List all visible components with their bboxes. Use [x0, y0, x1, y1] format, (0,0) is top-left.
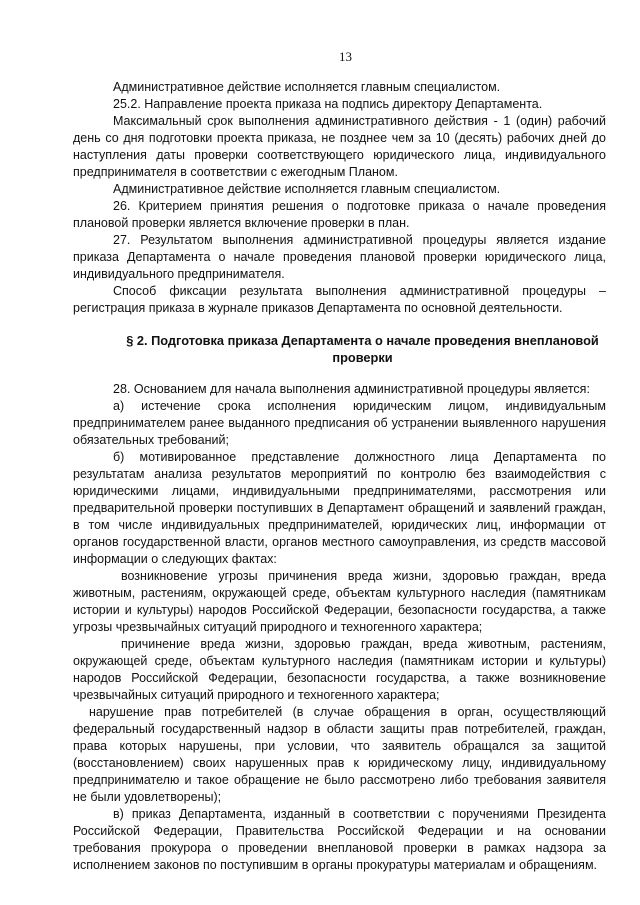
paragraph: Способ фиксации результата выполнения административной процедуры – регистрация приказа в журнале приказов Департамента по основной деятельности.	[73, 284, 606, 315]
paragraph: 27. Результатом выполнения административной процедуры является издание приказа Департамента о начале проведения плановой проверки юридического лица, индивидуального предпринимателя.	[73, 233, 606, 281]
paragraph: причинение вреда жизни, здоровью граждан, вреда животным, растениям, окружающей среде, объектам культурного наследия (памятникам истории и культуры) народов Российской Федерации, безопасности государства, а также возникновение чрезвычайных ситуаций природного и техногенного характера;	[73, 637, 606, 702]
paragraph: 28. Основанием для начала выполнения административной процедуры является:	[113, 382, 590, 396]
paragraph: возникновение угрозы причинения вреда жизни, здоровью граждан, вреда животным, растениям, окружающей среде, объектам культурного наследия (памятникам истории и культуры) народов Российской Федерации, безопасности государства, а также угрозы чрезвычайных ситуаций природного и техногенного характера;	[73, 569, 606, 634]
section-heading: § 2. Подготовка приказа Департамента о начале проведения внеплановой проверки	[126, 333, 599, 365]
section1-tail	[73, 79, 606, 317]
page-number: 13	[339, 49, 352, 64]
paragraph: 25.2. Направление проекта приказа на подпись директору Департамента.	[113, 97, 543, 111]
list-item: б) мотивированное представление должностного лица Департамента по результатам анализа результатов мероприятий по контролю без взаимодействия с юридическими лицами, индивидуальными предпринимателями, рассмотрения или предварительной проверки поступивших в Департамент обращений и заявлений граждан, в том числе индивидуальных предпринимателей, юридических лиц, информации от органов государственной власти, органов местного самоуправления, из средств массовой информации о следующих фактах:	[73, 450, 606, 566]
paragraph: 26. Критерием принятия решения о подготовке приказа о начале проведения плановой проверки является включение проверки в план.	[73, 199, 606, 230]
paragraph: нарушение прав потребителей (в случае обращения в орган, осуществляющий федеральный государственный надзор в области защиты прав потребителей, граждан, права которых нарушены, при условии, что заявитель обращался за защитой (восстановлением) своих нарушенных прав к юридическому лицу, индивидуальному предпринимателю и такое обращение не было рассмотрено либо требования заявителя не были удовлетворены);	[73, 705, 606, 804]
section2-body	[73, 381, 606, 874]
paragraph: Максимальный срок выполнения административного действия - 1 (один) рабочий день со дня подготовки проекта приказа, не позднее чем за 10 (десять) рабочих дней до наступления даты проверки соответствующего юридического лица, индивидуального предпринимателя в соответствии с ежегодным Планом.	[73, 114, 606, 179]
list-item: в) приказ Департамента, изданный в соответствии с поручениями Президента Российской Федерации, Правительства Российской Федерации и на основании требования прокурора о проведении внеплановой проверки в рамках надзора за исполнением законов по поступившим в органы прокуратуры материалам и обращениям.	[73, 807, 606, 872]
list-item: а) истечение срока исполнения юридическим лицом, индивидуальным предпринимателем ранее выданного предписания об устранении выявленного нарушения обязательных требований;	[73, 399, 606, 447]
paragraph: Административное действие исполняется главным специалистом.	[113, 80, 501, 94]
paragraph: Административное действие исполняется главным специалистом.	[113, 182, 501, 196]
